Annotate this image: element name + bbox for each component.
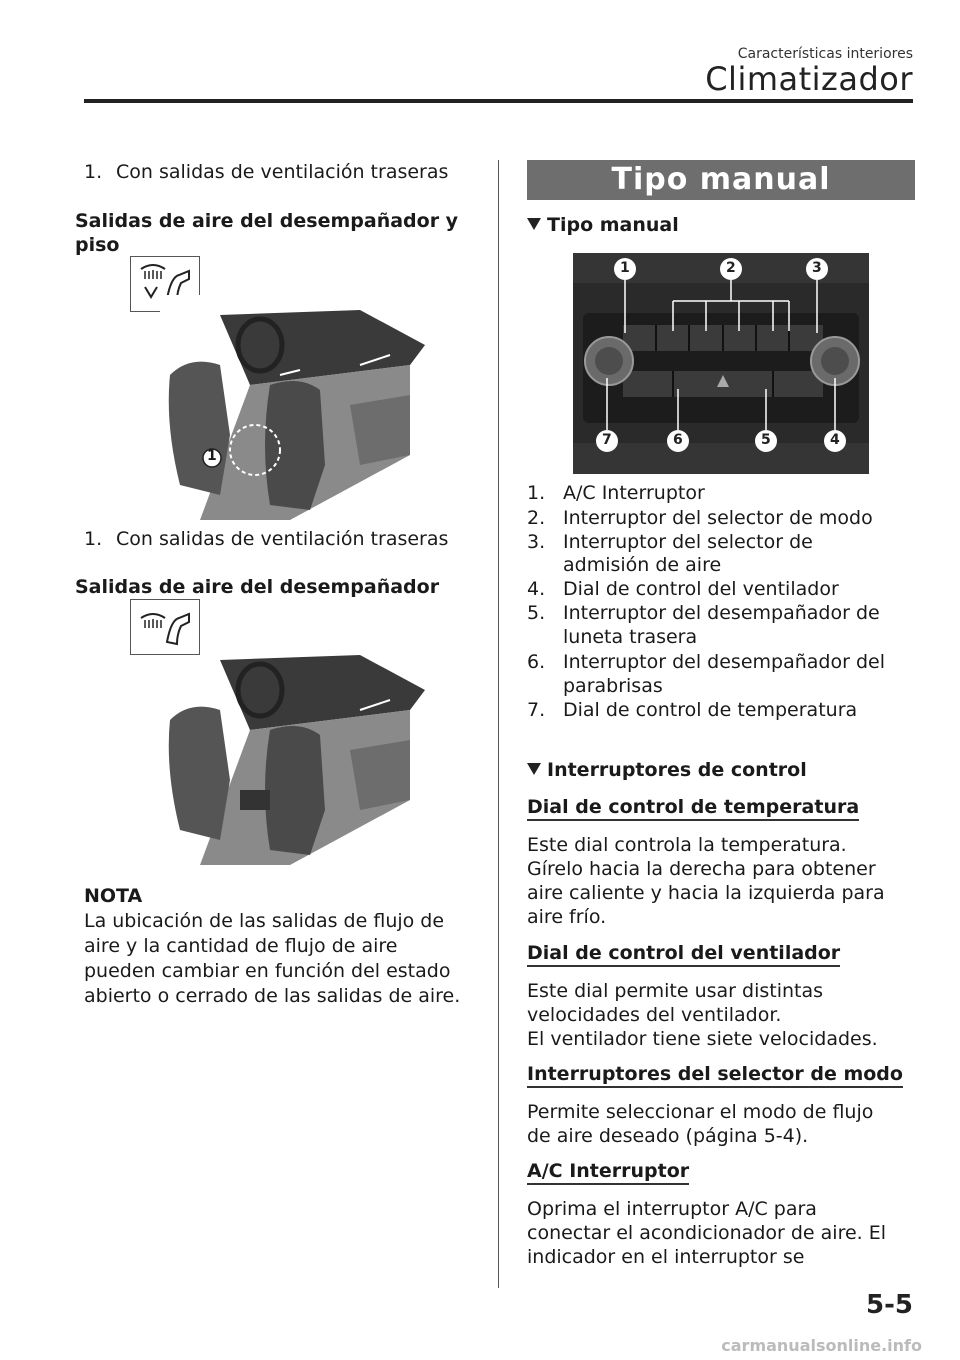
fan-dial-heading: Dial de control del ventilador [527, 942, 840, 967]
triangle-icon [527, 763, 541, 775]
panel-callout: 4 [830, 432, 840, 448]
para-line: Permite seleccionar el modo de flujo [527, 1101, 874, 1123]
ac-switch-heading: A/C Interruptor [527, 1160, 689, 1185]
para-line: conectar el acondicionador de aire. El [527, 1222, 887, 1244]
callout-1: 1 [207, 448, 217, 464]
panel-callout: 1 [620, 260, 630, 276]
panel-callout: 6 [673, 432, 683, 448]
panel-callout: 3 [812, 260, 822, 276]
triangle-icon [527, 218, 541, 230]
interior-defrost-outlets-illustration [160, 640, 435, 865]
interior-floor-outlets-illustration [160, 295, 435, 520]
list-item: 1. Con salidas de ventilación traseras [84, 161, 449, 183]
section-banner: Tipo manual [527, 160, 915, 200]
panel-callout: 2 [726, 260, 736, 276]
para-line: Oprima el interruptor A/C para [527, 1198, 817, 1220]
subheading-manual: Tipo manual [527, 213, 679, 237]
page-number: 5-5 [866, 1290, 913, 1320]
para-line: aire frío. [527, 906, 607, 928]
para-line: Gírelo hacia la derecha para obtener [527, 858, 876, 880]
note-title: NOTA [84, 885, 143, 907]
para-line: indicador en el interruptor se [527, 1246, 805, 1268]
column-divider [498, 160, 499, 1288]
para-line: Este dial permite usar distintas [527, 980, 824, 1002]
page-title: Climatizador [705, 60, 913, 98]
para-line: Este dial controla la temperatura. [527, 834, 847, 856]
heading-defrost-outlets: Salidas de aire del desempañador [75, 576, 440, 598]
panel-callout: 7 [602, 432, 612, 448]
para-line: de aire deseado (página 5-4). [527, 1125, 809, 1147]
note-line: La ubicación de las salidas de flujo de [84, 910, 445, 932]
list-item: 1. Con salidas de ventilación traseras [84, 528, 449, 550]
note-line: pueden cambiar en función del estado [84, 960, 451, 982]
para-line: El ventilador tiene siete velocidades. [527, 1028, 878, 1050]
mode-switch-heading: Interruptores del selector de modo [527, 1063, 903, 1088]
para-line: velocidades del ventilador. [527, 1004, 782, 1026]
control-panel-photo [573, 253, 869, 474]
heading-floor-outlets: Salidas de aire del desempañador y piso [75, 210, 459, 256]
para-line: aire caliente y hacia la izquierda para [527, 882, 885, 904]
note-line: abierto o cerrado de las salidas de aire. [84, 985, 461, 1007]
section-label: Características interiores [737, 46, 913, 62]
temp-dial-heading: Dial de control de temperatura [527, 796, 859, 821]
watermark: carmanualsonline.info [721, 1336, 922, 1355]
note-line: aire y la cantidad de flujo de aire [84, 935, 398, 957]
header-rule [84, 99, 913, 103]
panel-callout: 5 [761, 432, 771, 448]
subheading-controls: Interruptores de control [527, 758, 807, 782]
